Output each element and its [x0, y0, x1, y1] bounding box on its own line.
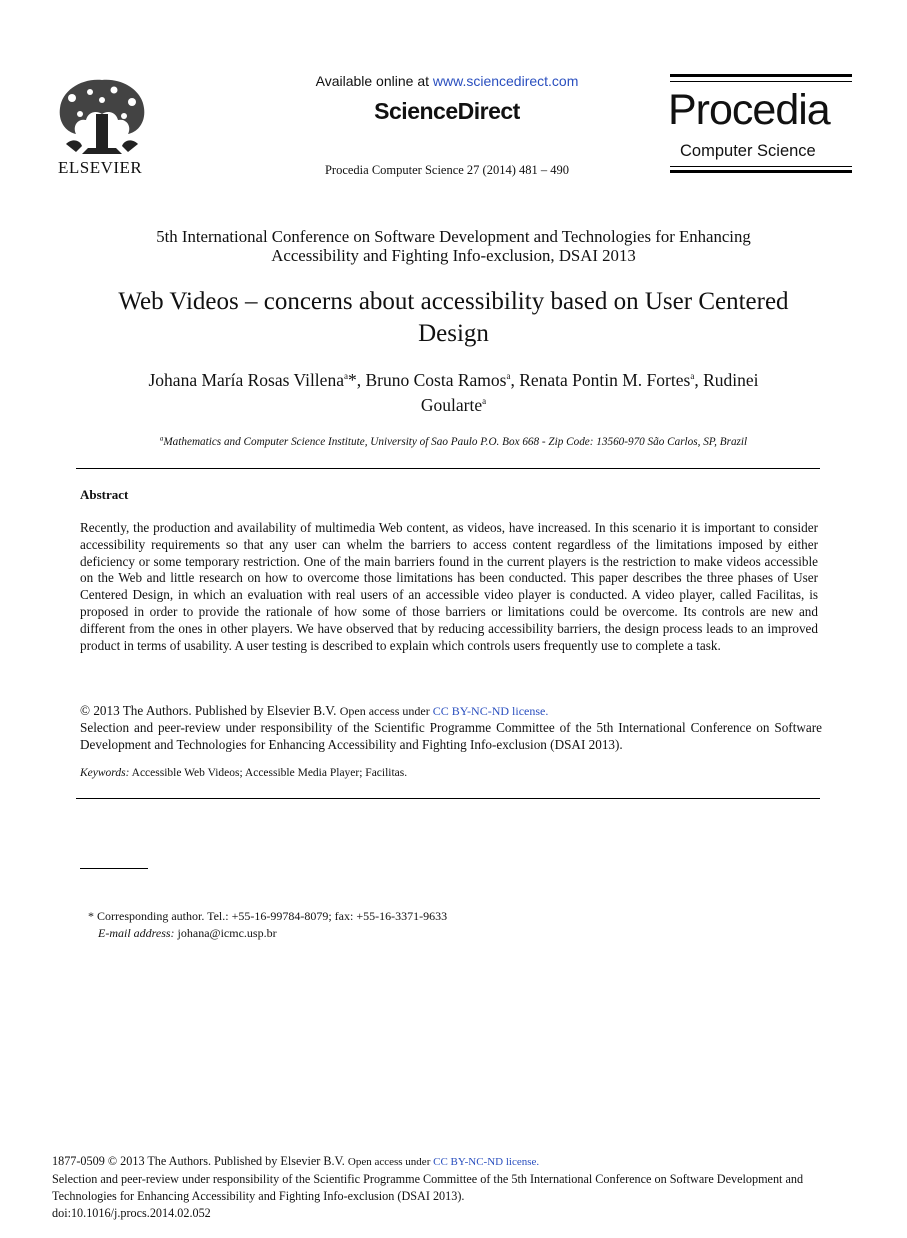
author-affiliation-mark: a: [482, 396, 487, 407]
title-line-1: Web Videos – concerns about accessibility based on User Centered: [118, 288, 789, 315]
author-name: Rudinei: [703, 370, 759, 390]
paper-title: [40, 286, 867, 350]
elsevier-tree-icon: [52, 74, 152, 160]
copyright-line: © 2013 The Authors. Published by Elsevier B.V.: [80, 703, 337, 718]
procedia-title: Procedia: [668, 86, 830, 134]
author-list: Johana María Rosas Villena$^a$*, Bruno Costa Ramos$^a$, Renata Pontin M. Fortes$^a$, Rudinei Goularte$^a$: [148, 370, 759, 415]
rule-bottom: [76, 798, 820, 799]
keywords: [80, 767, 407, 779]
sciencedirect-brand: ScienceDirect: [374, 98, 520, 124]
corresponding-mark: *: [347, 370, 357, 390]
conference-name: [60, 227, 847, 265]
license-link[interactable]: CC BY-NC-ND license.: [432, 704, 549, 718]
copyright-block: [80, 703, 822, 753]
author-name: Johana María Rosas Villena: [148, 370, 344, 390]
keywords-label: Keywords:: [80, 767, 130, 779]
conference-line-1: 5th International Conference on Software Development and Technologies for Enhancing: [156, 227, 751, 246]
email-address: johana@icmc.usp.br: [174, 926, 277, 940]
author-name: Renata Pontin M. Fortes: [519, 370, 691, 390]
affiliation-text: Mathematics and Computer Science Institute, University of Sao Paulo P.O. Box 668 - Zip Code: 13560-970 São Carlos, SP, Brazil: [163, 436, 748, 448]
footnote-rule: [80, 868, 148, 869]
author-affiliation-mark: a: [506, 371, 511, 382]
rule-top: [76, 468, 820, 469]
elsevier-logo: [52, 74, 152, 178]
keywords-text: Accessible Web Videos; Accessible Media Player; Facilitas.: [129, 767, 408, 779]
journal-reference: Procedia Computer Science 27 (2014) 481 – 490: [324, 163, 570, 177]
doi: doi:10.1016/j.procs.2014.02.052: [52, 1206, 211, 1220]
peer-review-statement: Selection and peer-review under responsibility of the Scientific Programme Committee of the 5th International Conference on Software Development and Technologies for Enhancing Accessibility and Fighting Info-exclusion (DSAI 2013).: [80, 719, 822, 752]
email-label: E-mail address:: [98, 926, 175, 940]
author-name: Bruno Costa Ramos: [365, 370, 507, 390]
footer-open-access: Open access under: [347, 1156, 434, 1168]
affiliation-mark: a: [159, 434, 164, 443]
abstract-heading: Abstract: [80, 487, 129, 502]
author-name: Goularte: [420, 395, 483, 415]
procedia-subtitle: Computer Science: [680, 142, 816, 160]
abstract-body: Recently, the production and availability of multimedia Web content, as videos, have increased. In this scenario it is important to consider accessibility requirements so that any user can whelm the barriers to access content regardless of the limitations imposed by either deficiency or some temporary restriction. One of the main barriers found in the current players is the restriction to make videos accessible on the Web and little research on how to overcome those limitations has been conducted. This paper describes the three phases of User Centered Design, in which an evaluation with real users of an accessible video player is conducted. A video player, called Facilitas, is proposed in order to provide the rationale of how some of those barriers or limitations could be overcome. Its controls are new and different from the ones in other players. We have observed that by reducing accessibility barriers, the design process leads to an improved product in terms of usability. A user testing is described to explain which controls users frequently use to complete a task.: [80, 520, 818, 653]
issn-copyright: 1877-0509 © 2013 The Authors. Published by Elsevier B.V.: [52, 1154, 345, 1168]
corresponding-author: * Corresponding author. Tel.: +55-16-99784-8079; fax: +55-16-3371-9633: [88, 909, 448, 923]
footer-peer-review: Selection and peer-review under responsibility of the Scientific Programme Committee of the 5th International Conference on Software Development and Technologies for Enhancing Accessibility and Fighting Info-exclusion (DSAI 2013).: [52, 1172, 804, 1203]
author-affiliation-mark: a: [343, 371, 348, 382]
author-affiliation-mark: a: [690, 371, 695, 382]
procedia-logo: [668, 74, 852, 176]
page-footer: [52, 1153, 852, 1222]
sciencedirect-link[interactable]: www.sciencedirect.com: [432, 73, 579, 89]
affiliation: [40, 436, 867, 448]
open-access-label: Open access under: [339, 704, 433, 718]
footnote: [88, 908, 447, 942]
conference-line-2: Accessibility and Fighting Info-exclusion, DSAI 2013: [271, 246, 636, 265]
footer-license-link[interactable]: CC BY-NC-ND license.: [433, 1156, 540, 1168]
title-line-2: Design: [418, 320, 489, 347]
elsevier-wordmark: ELSEVIER: [58, 158, 143, 177]
available-prefix: Available online at: [315, 73, 433, 89]
available-online: [200, 73, 694, 89]
